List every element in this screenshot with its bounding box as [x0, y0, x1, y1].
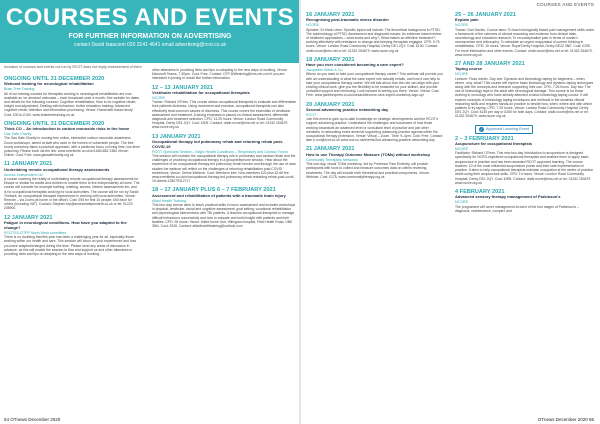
event-date: 25 – 26 JANUARY 2021 [455, 12, 516, 18]
event-date: 16 JANUARY 2021 [306, 12, 355, 18]
event-organiser: Brain Tree Training [4, 87, 35, 92]
left-column-1 [4, 76, 140, 260]
event-organiser: NCORE [455, 23, 468, 28]
event-date: 2 – 3 FEBRUARY 2021 [455, 135, 514, 142]
event-title: Advanced sensory therapy management of Parkinson's [455, 194, 561, 200]
event-title: Recognising post-traumatic stress disorder [306, 17, 389, 23]
event-organiser: Jacqueline Webb & Co [306, 68, 343, 73]
event-date: 20 JANUARY 2021 [306, 101, 355, 108]
event-title: Occupational therapy led pulmonary rehab and returning rehab post-COVID-19 [152, 139, 284, 149]
event-date: 27 AND 28 JANUARY 2021 [455, 61, 525, 68]
event-listing [152, 68, 296, 81]
event-body: This four-day course aims to teach practical skills in neuro assessment and includes workshops in physical, vestibular, visual and cognitive assessment, goal setting, vocational rehabilitation and psychological interventions with TBI patients. It teaches occupational therapists to manage difficult behaviours successfully and how to educate and build insight with patients and their families. CPD: 28 hours. Venue: Allied-home Unit, Hillingdon hospital, Field Heath Road, UB8 3NN. Cost: £345. Contact: alliedhealthtraining@outlook.com [152, 203, 296, 229]
event-date: 21 JANUARY 2021 [306, 146, 355, 153]
event-listing [4, 161, 140, 210]
footer-right: OTnews December 2020 65 [537, 417, 594, 422]
event-title: Explain pain [455, 17, 479, 23]
event-date: 18 JANUARY 2021 [306, 56, 355, 63]
event-title: Webcast training for neurological rehabilitation [4, 81, 94, 87]
event-title: Acupuncture for occupational therapists [455, 141, 533, 147]
event-date: 13 JANUARY 2021 [152, 133, 201, 140]
event-listing [306, 146, 443, 178]
event-body: The Gas Safe Charity is running free online, interactive carbon monoxide awareness Zoom workshops, aimed at staff who work in the homes of vulnerable people. The free hourly workshop takes a practical approach, with a particular focus on living time, low-level poisoning. Please book via the link: www.eventbrite.co.uk/e/11661882 2384 Venue: Online. Cost: Free. www.gassafecharity.org.uk [4, 136, 140, 158]
event-body: Speaker: Dr Mark Leber. Specific topics will include: The theoretical background to PTSD; The epidemiology of PTSD; Assessment and diagnostic issues; An evidence based review of treatment approaches – what works and why?; What makes an effective treatment?; working effectively with resistance to change and keeping therapists engaged. CPD: 5.75 hours. Venue: London Road Community Hospital, Derby DE1 2QY. Cost: £130. Contact: uhdb.ncore@nhs.net or tel: 01332 254679. www.ncore.org.uk [306, 27, 442, 53]
event-organiser: NCORE [455, 200, 468, 205]
event-date: 12 JANUARY 2021 [4, 214, 53, 221]
event-body: Facilitator: Richard O'Fees. This new two-day introduction to acupuncture is designed specifically for NCRO-registered occupational therapists and enables them to apply basic acupuncture in practice and has been awarded RCOT approved learning. The course teaches: 10 of the most influential acupuncture points and their safe implementation in practice. It aims to help occupational therapists maintain occupation at the centre of practice whilst using their acupuncture skills. CPD: 14 hours. Venue: London Road Community Hospital, Derby DE1 2QY. Cost: £395. Contact: uhdb.ncore@nhs.net or tel: 01332 254679. www.ncore.org.uk [455, 151, 593, 185]
event-organiser: NCORE [455, 146, 468, 151]
left-column-2 [152, 68, 296, 232]
event-body: Trainer: Dan Davies. Course aims: To teach biologically based pain management skills under a framework of the sciences of clinical reasoning and evidence from clinical trials, neurobiology and education research; To reconceptualise pain in terms of modern neuroscience and philosophy; To stimulate an urgent reappraisal of current thinking in rehabilitation. CPD: 15 hours. Venue: Royal Derby Hospital, Derby DE22 3NE. Cost: £295. For more information and other events. Contact: uhdb.ncore@nhs.net or tel: 01332 254679. www.ncore.org.uk [455, 27, 595, 57]
event-organiser: RCOT Specialist Section – Major Health Conditions – Respiratory and Cardiac Forum [152, 149, 288, 154]
right-column-2 [455, 12, 595, 217]
event-listing [152, 187, 296, 228]
event-body: Trainer: Richard O'Fees. This course allows occupational therapists to evaluate and differentiate their patients dizziness. Using movement and exercise, occupational therapists can also effectively treat common causes of dizziness. This course covers the essentials of vestibular assessment and treatment. A strong emphasis is placed on clinical assessment, differential diagnosis and treatment selection. CPD: 13.25 hours. Venue: London Road Community Hospital, Derby DE1 2QY. Cost: £305. Contact: uhdb.ncore@nhs.net or tel: 01332 254679. www.ncore.org.uk [152, 100, 297, 130]
event-title: Undertaking remote occupational therapy assessments [4, 166, 110, 172]
event-body: Where do you want to take your occupational therapy career? This webinar will provide you with an understanding of what the case expert role actually entails, and how it can help to take your occupational therapy career. We will talk about how the role can align with your existing clinical work, give you the flexibility to be rewarded for your skillset, and provide unrivalled support and mentoring. Look forward to seeing you there. Venue: Virtual. Cost: Free. www.jwebbexperts.co.uk/contact/become-care-expert-workshop-sign-up/ [306, 72, 443, 98]
badge-label: Approved Learning Event [486, 127, 529, 132]
event-date: ONGOING UNTIL 31 DECEMBER 2020 [4, 120, 105, 127]
event-organiser: NCORE [306, 23, 319, 28]
event-listing [152, 85, 296, 130]
event-organiser: Community Therapists Networks [306, 157, 358, 162]
event-body: This one-day, virtual TOMs workshop, led by Professor Pam Enderby, will provide participants with tools to collect and measure outcomes data on clients receiving treatments. The day will include both theoretical and practical components. Venue: Webinar. Cost: £175. www.communitytherapy.org.uk [306, 162, 430, 179]
event-body: All of our training courses for therapists working in neurological rehabilitation are now available as 'on demand' webcasts – each broadcast once a month. See website for dates and details for the following courses: Cognitive rehabilitation; How to do cognitive rehab; Insight and adjustment; Dealing with behaviour; Active relaxation training; Advanced cognitive rehab; Attention and information processing. Venue: Home/web based study. Cost: £30 to £100. www.braintreetraining.co.uk [4, 91, 140, 117]
event-title: Taping course [455, 66, 483, 72]
event-listing [455, 136, 595, 185]
event-listing [455, 189, 595, 213]
header-subtitle: FOR FURTHER INFORMATION ON ADVERTISING [68, 33, 232, 40]
event-listing [4, 121, 140, 158]
event-listing [4, 76, 140, 117]
event-date: 18 – 17 JANUARY PLUS 6 – 7 FEBRUARY 2021 [152, 187, 276, 194]
event-title: Assessment and rehabilitation of patients with a traumatic brain injury [152, 192, 286, 198]
event-organiser: RCOT [306, 112, 317, 117]
approved-learning-badge [475, 125, 533, 134]
event-body: The programme will cover management at each of the four stages of Parkinson's – diagnosis, maintenance, complex and [455, 204, 579, 213]
event-body: Lecturer: Ross Ixentic. Day one: Dynamic and kinesiology taping for beginners – when, where, why, what? This course will explore basic kinesiology and dynamic taping techniques along with the concepts and research supporting their use. CPD: 7.25 hours. Day two: The use of kinesiology tape in the adult with neurological damage. This course is for those working in neurology who have already attended a basic kinesiology taping course. It will explore concepts of kinesiology taping techniques and methods in the students clinical reasoning skills and requires hands-on practice to beside how, when, where and with which patients to try taping. CPD: 7.25 hours. Venue: London Road Community Hospital, Derby DE1 2QY. Cost: £145 per day or £260 for both days. Contact: uhdb.ncore@nhs.net or tel: 01332 254679. www.ncore.org.uk [455, 76, 594, 119]
checkmark-icon: ✓ [479, 126, 484, 132]
event-date: 11 JANUARY 2021 [4, 161, 53, 168]
event-organiser: Access Independent Ltd [4, 172, 43, 177]
event-listing [4, 215, 140, 256]
intro-disclaimer: Inclusion of courses and events not run by RCOT does not imply endorsement of them [4, 65, 142, 69]
event-title: Think CO – An introduction to carbon monoxide risks in the home [4, 126, 130, 132]
header-contact[interactable]: contact David Isaacson 020 3141 4641 email advertising@rcot.co.uk [73, 42, 227, 48]
event-title: Fatigue in neurological conditions. How have you adapted to the change? [4, 220, 127, 230]
event-body: other attendees in providing hints and tips on adapting to the new ways of working. Venue: Microsoft Teams, 7.30pm. Cost: Free. Contact: O7P-NWtraining@nhs.net.com if you are interested in joining or would like further information. [152, 68, 288, 81]
right-column-1 [306, 12, 443, 183]
footer-left: 64 OTnews December 2020 [4, 417, 61, 422]
event-listing [152, 134, 296, 184]
event-body: A course covering the reality of undertaking remote occupational therapy assessments for Disape or similar for adults and children to enable them to live independently at home. The course will consider for example bathing, toileting, access, kitchen assessments etc, and is for occupational therapists working for local authorities. The course will be run by Sarah Thelwell, an occupational therapist experienced in working with local authorities. Venue: Remote – via Zoom (at home or the office). Cost: £95 for first 10 people; £60 each for others (including VAT). Contact: Stephen.rep@accessindependent.co.uk or tel: 01223 236900. [4, 177, 140, 211]
event-organiser: RCOTSS-OTPP North West committee [4, 230, 67, 235]
header-band [0, 0, 300, 63]
event-organiser: NCORE [152, 95, 165, 100]
event-title: Vestibular rehabilitation for occupational therapists [152, 90, 250, 96]
event-body: This session will consider the occupational therapy role in pulmonary and cardiac rehab and the challenges of providing occupational therapy in a group/telephone session. Hear about the experience of an occupational therapy-led pulmonary rehab service and through the use of case studies the webinar will reflect on the challenges of returning rehabilitation post-COVID restrictions. Venue: Online Webinar. Cost: Members free; Non-members £20 plus £2.68 fee. www.eventbrite.co.uk/e/occupational-therapy-led-pulmonary-rehab-restarting-rehab-post-covid-19-tickets-128079312717 [152, 154, 297, 184]
right-page [300, 0, 600, 424]
event-title: Second advancing practice networking day [306, 107, 389, 113]
event-organiser: Gas Safe Charity [4, 132, 32, 137]
event-listing [455, 12, 595, 57]
event-listing [306, 57, 443, 98]
event-listing [306, 12, 443, 53]
event-listing [306, 102, 443, 143]
event-body: There is no doubting that this year has been a challenging year for all, especially those working within our health and care. This session will focus on your experiences and how you have adapted/changed during this time. Please send any areas of discussion in advance, as this will enable the session to flow and support us and other attendees in providing hints and tips on adapting to the new ways of working. [4, 235, 137, 256]
event-listing [455, 61, 595, 119]
event-date: 4 FEBRUARY 2021 [455, 188, 505, 195]
page-title: COURSES AND EVENTS [5, 4, 295, 31]
event-title: Have you ever considered becoming a care expert? [306, 62, 404, 68]
running-head: COURSES AND EVENTS [536, 2, 594, 7]
event-organiser: NCORE [455, 72, 468, 77]
event-organiser: Allied Health Training [152, 198, 186, 203]
event-date: 12 – 13 JANUARY 2021 [152, 84, 213, 91]
event-date: ONGOING UNTIL 31 DECEMBER 2020 [4, 76, 105, 82]
event-body: Join this event to gain up-to-date knowledge on strategic developments and the RCOT's support advancing practice. Understand the challenges and successes of how those working towards/at an advanced level or consultant level of practice and join other members in networking event aimed at supporting advancing practice agenda within the occupational therapy profession. Venue: Virtual – Zoom. Time: 9–4pm. Cost: Free. Contact: liam.e.rcot@rcot.co.uk www.rcot.co.uk/events/2nd-advancing-practice-networking-day [306, 117, 443, 143]
event-title: How to use Therapy Outcome Measure (TOMs) without workshop [306, 151, 430, 157]
